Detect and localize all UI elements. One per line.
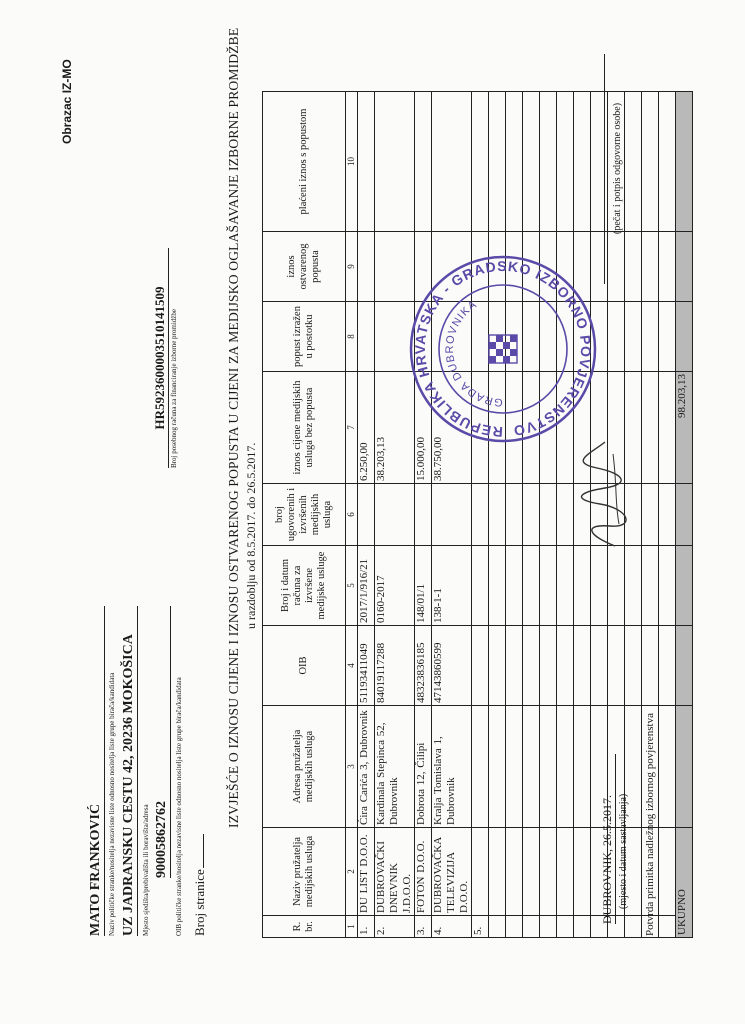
empty-row [506, 92, 523, 938]
column-number: 3 [346, 706, 358, 828]
page-number-label: Broj stranice [192, 869, 207, 936]
column-number: 5 [346, 546, 358, 626]
provider-address [472, 706, 489, 828]
column-number: 8 [346, 302, 358, 372]
report-period: u razdoblju od 8.5.2017. do 26.5.2017. [244, 442, 258, 629]
place-date: DUBROVNIK, 26.5.2017. [600, 754, 616, 924]
stamp-inner-text: GRADA DUBROVNIKA [443, 298, 504, 409]
table-row [358, 92, 375, 938]
coat-of-arms-icon [489, 335, 517, 363]
party-oib: 90005862762 [154, 606, 171, 878]
table-header-row [263, 92, 346, 938]
discount-percent [358, 302, 375, 372]
price-without-discount: 6.250,00 [358, 372, 375, 484]
row-number: 2. [375, 916, 415, 938]
address-caption: Mjesto sjedišta/prebivališta ili boravišta/adresa [142, 804, 150, 936]
column-number: 2 [346, 828, 358, 916]
row-number: 4. [432, 916, 472, 938]
header-cell: iznos cijene medijskih usluga bez popusta [263, 372, 346, 484]
paid-amount [472, 92, 489, 232]
paid-amount [358, 92, 375, 232]
provider-address: Ćira Carića 3, Dubrovnik [358, 706, 375, 828]
provider-oib: 51193411049 [358, 626, 375, 706]
header-cell: Broj i datum računa za izvršene medijske usluge [263, 546, 346, 626]
provider-oib [472, 626, 489, 706]
total-price: 98.203,13 [676, 372, 693, 484]
header-cell: OIB [263, 626, 346, 706]
provider-address: Kralja Tomislava 1, Dubrovnik [432, 706, 472, 828]
service-count [415, 484, 432, 546]
invoice-number: 138-1-1 [432, 546, 472, 626]
column-number: 1 [346, 916, 358, 938]
invoice-number: 148/01/1 [415, 546, 432, 626]
form-code: Obrazac IZ-MO [60, 59, 74, 144]
official-stamp [403, 249, 603, 449]
header-cell: plaćeni iznos s popustom [263, 92, 346, 232]
empty-row [557, 92, 574, 938]
paid-amount [375, 92, 415, 232]
provider-name: DUBROVAČKA TELEVIZIJA D.O.O. [432, 828, 472, 916]
price-without-discount: 15.000,00 [415, 372, 432, 484]
invoice-number: 2017/1/916/21 [358, 546, 375, 626]
total-label: UKUPNO [676, 828, 693, 938]
party-name-caption: Naziv političke stranke/nositelja nezavisne liste odnosno nositelja liste grupe birača/kandidata [108, 672, 116, 936]
header-cell: broj ugovorenih i izvršenih medijskih usluga [263, 484, 346, 546]
page-number-line [203, 834, 204, 868]
provider-oib: 48323836185 [415, 626, 432, 706]
receipt-label: Potvrda primitka nadležnog izbornog povjerenstva [644, 713, 656, 936]
paid-amount [415, 92, 432, 232]
provider-oib: 84019117288 [375, 626, 415, 706]
provider-name [472, 828, 489, 916]
header-cell: Naziv pružatelja medijskih usluga [263, 828, 346, 916]
row-number: 1. [358, 916, 375, 938]
provider-address: Dobrota 12, Čilipi [415, 706, 432, 828]
price-without-discount: 38.750,00 [432, 372, 472, 484]
empty-row [540, 92, 557, 938]
total-row [676, 92, 693, 938]
table-row [472, 92, 489, 938]
table-row [432, 92, 472, 938]
header-cell: R. br. [263, 916, 346, 938]
service-count [358, 484, 375, 546]
service-count [472, 484, 489, 546]
stamp-outer-text: REPUBLIKA HRVATSKA - GRADSKO IZBORNO POVJERENSTVO [411, 257, 595, 441]
invoice-number: 0160-2017 [375, 546, 415, 626]
account-number: HR5923600003510141509 [152, 248, 169, 468]
svg-text:GRADA DUBROVNIKA [444, 298, 503, 408]
provider-address: Kardinala Stepinca 52, Dubrovnik [375, 706, 415, 828]
column-number-row [346, 92, 358, 938]
provider-oib: 47143860599 [432, 626, 472, 706]
service-count [432, 484, 472, 546]
column-number: 9 [346, 232, 358, 302]
paid-amount [432, 92, 472, 232]
empty-row [523, 92, 540, 938]
table-row [415, 92, 432, 938]
row-number: 5. [472, 916, 489, 938]
provider-name: DU LIST D.O.O. [358, 828, 375, 916]
report-title: IZVJEŠĆE O IZNOSU CIJENE I IZNOSU OSTVARENOG POPUSTA U CIJENI ZA MEDIJSKO OGLAŠAVANJE IZBORNE PROMIDŽBE [226, 27, 241, 828]
header-cell: Adresa pružatelja medijskih usluga [263, 706, 346, 828]
empty-row [489, 92, 506, 938]
oib-caption: OIB političke stranke/nositelja nezavisne liste odnosno nositelja liste grupe birača/kandidata [175, 677, 183, 936]
account-caption: Broj posebnog računa za financiranje izborne promidžbe [170, 309, 178, 468]
column-number: 4 [346, 626, 358, 706]
signature-caption: (pečat i potpis odgovorne osobe) [612, 102, 623, 234]
table-row [375, 92, 415, 938]
handwritten-signature [575, 434, 635, 554]
place-date-caption: (mjesto i datum sastavljanja) [618, 793, 629, 909]
provider-name: DUBROVAČKI DNEVNIK J.D.O.O. [375, 828, 415, 916]
provider-name: FOTON D.O.O. [415, 828, 432, 916]
empty-row [659, 92, 676, 938]
discount-amount [358, 232, 375, 302]
party-name: MATO FRANKOVIĆ [88, 606, 105, 936]
column-number: 10 [346, 92, 358, 232]
column-number: 7 [346, 372, 358, 484]
column-number: 6 [346, 484, 358, 546]
price-without-discount: 38.203,13 [375, 372, 415, 484]
header-cell: iznos ostvarenog popusta [263, 232, 346, 302]
row-number: 3. [415, 916, 432, 938]
service-count [375, 484, 415, 546]
party-address: UZ JADRANSKU CESTU 42, 20236 MOKOŠICA [121, 606, 138, 936]
signature-line [604, 54, 605, 284]
header-cell: popust izražen u postotku [263, 302, 346, 372]
invoice-number [472, 546, 489, 626]
